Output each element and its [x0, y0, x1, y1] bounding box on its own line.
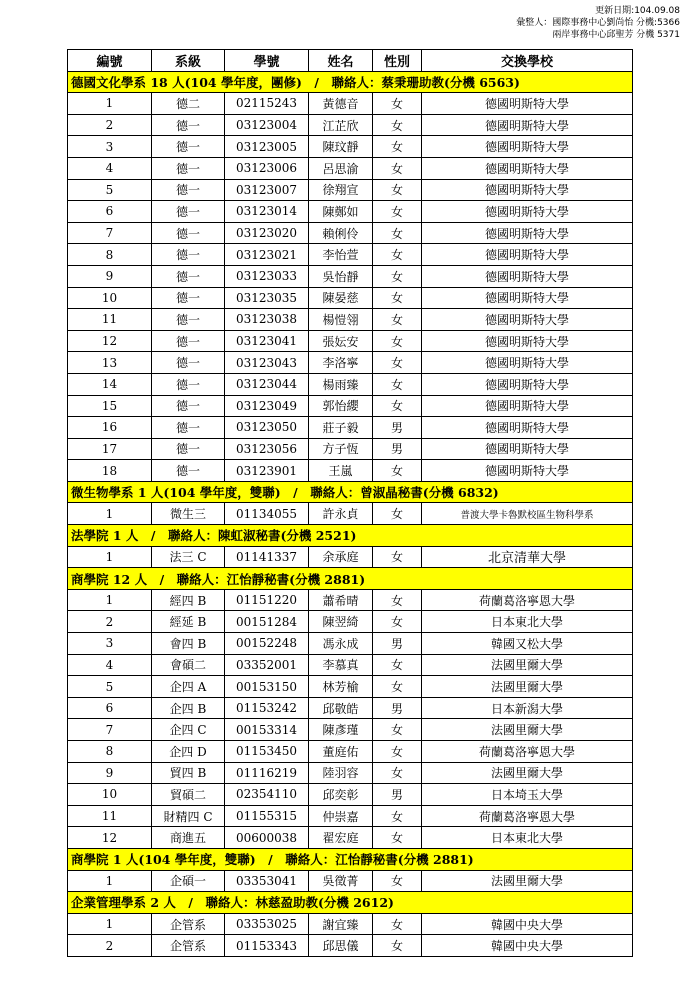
- cell-name: 董庭佑: [309, 741, 373, 763]
- table-row: [68, 460, 633, 482]
- cell-student-id: 03123901: [225, 460, 309, 482]
- cell-gender: 男: [373, 633, 422, 655]
- cell-dept: 德一: [152, 373, 225, 395]
- cell-school: 荷蘭葛洛寧恩大學: [422, 741, 633, 763]
- cell-number: 9: [68, 762, 152, 784]
- cell-student-id: 01153242: [225, 697, 309, 719]
- table-row: [68, 784, 633, 806]
- cell-dept: 德一: [152, 287, 225, 309]
- cell-dept: 經延 B: [152, 611, 225, 633]
- cell-name: 蕭希晴: [309, 589, 373, 611]
- cell-gender: 女: [373, 460, 422, 482]
- column-header-gender: 性別: [373, 50, 422, 72]
- table-row: [68, 136, 633, 158]
- cell-school: 荷蘭葛洛寧恩大學: [422, 589, 633, 611]
- cell-dept: 德一: [152, 352, 225, 374]
- cell-name: 江芷欣: [309, 114, 373, 136]
- cell-gender: 女: [373, 827, 422, 849]
- cell-school: 法國里爾大學: [422, 719, 633, 741]
- table-row: [68, 589, 633, 611]
- cell-number: 8: [68, 244, 152, 266]
- cell-name: 呂思渝: [309, 157, 373, 179]
- table-row: [68, 762, 633, 784]
- cell-dept: 德一: [152, 265, 225, 287]
- cell-school: 德國明斯特大學: [422, 157, 633, 179]
- table-row: [68, 633, 633, 655]
- cell-school: 日本東北大學: [422, 611, 633, 633]
- cell-name: 林芳榆: [309, 676, 373, 698]
- cell-school: 德國明斯特大學: [422, 417, 633, 439]
- cell-name: 陳翌綺: [309, 611, 373, 633]
- cell-gender: 女: [373, 395, 422, 417]
- cell-dept: 德一: [152, 417, 225, 439]
- cell-gender: 女: [373, 244, 422, 266]
- section-header-row: [68, 892, 633, 914]
- section-title: 商學院 12 人 / 聯絡人：江怡靜秘書(分機 2881): [68, 568, 633, 590]
- table-row: [68, 870, 633, 892]
- cell-name: 李洛寧: [309, 352, 373, 374]
- cell-number: 1: [68, 913, 152, 935]
- cell-student-id: 01153343: [225, 935, 309, 957]
- section-header-row: [68, 71, 633, 93]
- cell-student-id: 03353025: [225, 913, 309, 935]
- cell-name: 吳徵菁: [309, 870, 373, 892]
- cell-dept: 企管系: [152, 913, 225, 935]
- column-header-dept: 系級: [152, 50, 225, 72]
- table-row: [68, 805, 633, 827]
- cell-student-id: 03123021: [225, 244, 309, 266]
- cell-number: 6: [68, 201, 152, 223]
- table-row: [68, 503, 633, 525]
- cell-dept: 法三 C: [152, 546, 225, 568]
- cell-dept: 企四 B: [152, 697, 225, 719]
- cell-name: 許永貞: [309, 503, 373, 525]
- cell-dept: 德一: [152, 460, 225, 482]
- cell-number: 7: [68, 719, 152, 741]
- cell-number: 1: [68, 589, 152, 611]
- cell-name: 謝宜臻: [309, 913, 373, 935]
- cell-school: 德國明斯特大學: [422, 179, 633, 201]
- column-header-name: 姓名: [309, 50, 373, 72]
- cell-student-id: 03123044: [225, 373, 309, 395]
- cell-number: 7: [68, 222, 152, 244]
- cell-student-id: 00152248: [225, 633, 309, 655]
- cell-school: 德國明斯特大學: [422, 309, 633, 331]
- cell-dept: 德二: [152, 93, 225, 115]
- cell-school: 德國明斯特大學: [422, 114, 633, 136]
- cell-school: 德國明斯特大學: [422, 93, 633, 115]
- cell-dept: 微生三: [152, 503, 225, 525]
- cell-dept: 經四 B: [152, 589, 225, 611]
- table-row: [68, 265, 633, 287]
- cell-dept: 貿碩二: [152, 784, 225, 806]
- cell-name: 吳怡靜: [309, 265, 373, 287]
- table-row: [68, 654, 633, 676]
- cell-gender: 女: [373, 546, 422, 568]
- cell-dept: 德一: [152, 179, 225, 201]
- column-header-school: 交換學校: [422, 50, 633, 72]
- cell-number: 12: [68, 827, 152, 849]
- cell-dept: 德一: [152, 157, 225, 179]
- table-row: [68, 935, 633, 957]
- cell-school: 德國明斯特大學: [422, 287, 633, 309]
- cell-number: 10: [68, 784, 152, 806]
- table-body: [68, 71, 633, 956]
- cell-dept: 企四 D: [152, 741, 225, 763]
- cell-number: 11: [68, 805, 152, 827]
- cell-school: 法國里爾大學: [422, 676, 633, 698]
- cell-school: 德國明斯特大學: [422, 395, 633, 417]
- cell-school: 韓國中央大學: [422, 935, 633, 957]
- table-row: [68, 222, 633, 244]
- cell-student-id: 03123050: [225, 417, 309, 439]
- cell-name: 賴俐伶: [309, 222, 373, 244]
- cell-school: 日本埼玉大學: [422, 784, 633, 806]
- cell-student-id: 03123041: [225, 330, 309, 352]
- cell-number: 12: [68, 330, 152, 352]
- cell-name: 余承庭: [309, 546, 373, 568]
- cell-number: 2: [68, 611, 152, 633]
- cell-number: 3: [68, 136, 152, 158]
- compiler-line-2: 兩岸事務中心邱聖芳 分機 5371: [552, 30, 680, 40]
- cell-number: 17: [68, 438, 152, 460]
- section-header-row: [68, 525, 633, 547]
- page-header: [516, 5, 680, 41]
- cell-student-id: 01155315: [225, 805, 309, 827]
- cell-student-id: 03123049: [225, 395, 309, 417]
- cell-dept: 商進五: [152, 827, 225, 849]
- cell-name: 翟宏庭: [309, 827, 373, 849]
- table-row: [68, 287, 633, 309]
- exchange-student-table: [67, 49, 633, 957]
- cell-school: 德國明斯特大學: [422, 352, 633, 374]
- cell-number: 1: [68, 870, 152, 892]
- cell-gender: 女: [373, 157, 422, 179]
- cell-number: 11: [68, 309, 152, 331]
- cell-gender: 女: [373, 719, 422, 741]
- cell-number: 4: [68, 157, 152, 179]
- cell-school: 德國明斯特大學: [422, 244, 633, 266]
- cell-name: 徐翔宣: [309, 179, 373, 201]
- cell-number: 1: [68, 503, 152, 525]
- cell-gender: 女: [373, 352, 422, 374]
- cell-student-id: 00153150: [225, 676, 309, 698]
- cell-gender: 女: [373, 935, 422, 957]
- table-row: [68, 179, 633, 201]
- cell-name: 張妘安: [309, 330, 373, 352]
- update-date: 更新日期:104.09.08: [595, 6, 680, 16]
- table-row: [68, 741, 633, 763]
- cell-student-id: 03352001: [225, 654, 309, 676]
- cell-name: 方子恆: [309, 438, 373, 460]
- cell-number: 8: [68, 741, 152, 763]
- cell-name: 邱思儀: [309, 935, 373, 957]
- cell-school: 德國明斯特大學: [422, 330, 633, 352]
- cell-name: 邱敬皓: [309, 697, 373, 719]
- cell-gender: 男: [373, 697, 422, 719]
- cell-gender: 男: [373, 417, 422, 439]
- table-row: [68, 676, 633, 698]
- cell-gender: 女: [373, 373, 422, 395]
- cell-gender: 女: [373, 222, 422, 244]
- cell-gender: 女: [373, 589, 422, 611]
- table-row: [68, 417, 633, 439]
- cell-gender: 女: [373, 503, 422, 525]
- cell-school: 法國里爾大學: [422, 654, 633, 676]
- cell-name: 仲崇嘉: [309, 805, 373, 827]
- cell-student-id: 01141337: [225, 546, 309, 568]
- cell-number: 18: [68, 460, 152, 482]
- cell-student-id: 03123005: [225, 136, 309, 158]
- table-row: [68, 157, 633, 179]
- cell-dept: 企碩一: [152, 870, 225, 892]
- cell-name: 陸羽容: [309, 762, 373, 784]
- cell-gender: 男: [373, 438, 422, 460]
- cell-gender: 女: [373, 611, 422, 633]
- cell-number: 2: [68, 114, 152, 136]
- header-row: [68, 50, 633, 72]
- cell-gender: 女: [373, 265, 422, 287]
- table-row: [68, 330, 633, 352]
- cell-dept: 企管系: [152, 935, 225, 957]
- table-row: [68, 719, 633, 741]
- cell-name: 李怡萱: [309, 244, 373, 266]
- cell-gender: 女: [373, 201, 422, 223]
- table-row: [68, 201, 633, 223]
- cell-number: 13: [68, 352, 152, 374]
- cell-student-id: 03353041: [225, 870, 309, 892]
- cell-dept: 德一: [152, 114, 225, 136]
- cell-school: 德國明斯特大學: [422, 222, 633, 244]
- cell-gender: 女: [373, 676, 422, 698]
- table-row: [68, 913, 633, 935]
- cell-school: 德國明斯特大學: [422, 136, 633, 158]
- cell-dept: 會四 B: [152, 633, 225, 655]
- cell-student-id: 03123014: [225, 201, 309, 223]
- table-row: [68, 244, 633, 266]
- cell-student-id: 01134055: [225, 503, 309, 525]
- cell-dept: 德一: [152, 136, 225, 158]
- cell-name: 陳彥瑾: [309, 719, 373, 741]
- cell-dept: 德一: [152, 201, 225, 223]
- cell-student-id: 00151284: [225, 611, 309, 633]
- cell-gender: 女: [373, 309, 422, 331]
- cell-number: 14: [68, 373, 152, 395]
- cell-student-id: 02354110: [225, 784, 309, 806]
- section-header-row: [68, 848, 633, 870]
- column-header-student-id: 學號: [225, 50, 309, 72]
- section-title: 微生物學系 1 人(104 學年度，雙聯) / 聯絡人：曾淑晶秘書(分機 6832): [68, 481, 633, 503]
- cell-number: 5: [68, 179, 152, 201]
- cell-name: 楊愷翎: [309, 309, 373, 331]
- cell-student-id: 02115243: [225, 93, 309, 115]
- cell-gender: 女: [373, 870, 422, 892]
- table-row: [68, 697, 633, 719]
- cell-number: 9: [68, 265, 152, 287]
- cell-student-id: 03123035: [225, 287, 309, 309]
- cell-dept: 企四 A: [152, 676, 225, 698]
- table-row: [68, 611, 633, 633]
- cell-school: 法國里爾大學: [422, 762, 633, 784]
- cell-student-id: 01116219: [225, 762, 309, 784]
- cell-name: 莊子毅: [309, 417, 373, 439]
- section-header-row: [68, 481, 633, 503]
- cell-gender: 女: [373, 330, 422, 352]
- cell-dept: 企四 C: [152, 719, 225, 741]
- cell-number: 5: [68, 676, 152, 698]
- section-title: 商學院 1 人(104 學年度，雙聯) / 聯絡人：江怡靜秘書(分機 2881): [68, 848, 633, 870]
- cell-school: 韓國中央大學: [422, 913, 633, 935]
- compiler-line-1: 彙整人：國際事務中心劉尚怡 分機:5366: [516, 18, 680, 28]
- cell-school: 日本東北大學: [422, 827, 633, 849]
- section-header-row: [68, 568, 633, 590]
- cell-school: 日本新潟大學: [422, 697, 633, 719]
- cell-gender: 女: [373, 114, 422, 136]
- cell-dept: 會碩二: [152, 654, 225, 676]
- cell-gender: 女: [373, 913, 422, 935]
- cell-dept: 德一: [152, 438, 225, 460]
- cell-student-id: 03123020: [225, 222, 309, 244]
- cell-student-id: 03123043: [225, 352, 309, 374]
- cell-name: 黃德音: [309, 93, 373, 115]
- cell-school: 德國明斯特大學: [422, 373, 633, 395]
- cell-dept: 德一: [152, 244, 225, 266]
- cell-gender: 女: [373, 93, 422, 115]
- cell-gender: 女: [373, 741, 422, 763]
- cell-student-id: 00153314: [225, 719, 309, 741]
- cell-dept: 德一: [152, 309, 225, 331]
- cell-gender: 女: [373, 136, 422, 158]
- cell-dept: 德一: [152, 222, 225, 244]
- cell-number: 16: [68, 417, 152, 439]
- cell-name: 楊雨臻: [309, 373, 373, 395]
- cell-gender: 女: [373, 762, 422, 784]
- cell-name: 陳鄭如: [309, 201, 373, 223]
- cell-student-id: 03123033: [225, 265, 309, 287]
- cell-number: 6: [68, 697, 152, 719]
- column-header-number: 編號: [68, 50, 152, 72]
- cell-student-id: 03123056: [225, 438, 309, 460]
- cell-name: 李慕真: [309, 654, 373, 676]
- section-title: 德國文化學系 18 人(104 學年度，團修) / 聯絡人：蔡秉珊助教(分機 6563): [68, 71, 633, 93]
- cell-name: 郭怡纓: [309, 395, 373, 417]
- cell-student-id: 03123004: [225, 114, 309, 136]
- section-title: 企業管理學系 2 人 / 聯絡人：林慈盈助教(分機 2612): [68, 892, 633, 914]
- cell-number: 2: [68, 935, 152, 957]
- cell-dept: 德一: [152, 330, 225, 352]
- table-row: [68, 827, 633, 849]
- cell-gender: 女: [373, 654, 422, 676]
- table-row: [68, 438, 633, 460]
- cell-school: 德國明斯特大學: [422, 438, 633, 460]
- table-row: [68, 395, 633, 417]
- cell-dept: 德一: [152, 395, 225, 417]
- table-row: [68, 352, 633, 374]
- cell-student-id: 01153450: [225, 741, 309, 763]
- cell-name: 陳玟靜: [309, 136, 373, 158]
- cell-gender: 女: [373, 179, 422, 201]
- cell-name: 陳晏慈: [309, 287, 373, 309]
- cell-number: 3: [68, 633, 152, 655]
- cell-student-id: 03123007: [225, 179, 309, 201]
- cell-number: 10: [68, 287, 152, 309]
- cell-school: 德國明斯特大學: [422, 201, 633, 223]
- cell-name: 馮永成: [309, 633, 373, 655]
- cell-name: 邱奕彰: [309, 784, 373, 806]
- cell-student-id: 03123006: [225, 157, 309, 179]
- section-title: 法學院 1 人 / 聯絡人：陳虹淑秘書(分機 2521): [68, 525, 633, 547]
- table-row: [68, 93, 633, 115]
- cell-school: 北京清華大學: [422, 546, 633, 568]
- cell-number: 15: [68, 395, 152, 417]
- cell-number: 1: [68, 93, 152, 115]
- cell-school: 德國明斯特大學: [422, 460, 633, 482]
- table-row: [68, 114, 633, 136]
- cell-number: 1: [68, 546, 152, 568]
- table-row: [68, 546, 633, 568]
- cell-school: 德國明斯特大學: [422, 265, 633, 287]
- cell-dept: 財精四 C: [152, 805, 225, 827]
- cell-student-id: 03123038: [225, 309, 309, 331]
- cell-school: 普渡大學卡魯默校區生物科學系: [422, 503, 633, 525]
- cell-number: 4: [68, 654, 152, 676]
- cell-school: 荷蘭葛洛寧恩大學: [422, 805, 633, 827]
- table-row: [68, 309, 633, 331]
- cell-student-id: 00600038: [225, 827, 309, 849]
- cell-student-id: 01151220: [225, 589, 309, 611]
- table-row: [68, 373, 633, 395]
- cell-gender: 女: [373, 805, 422, 827]
- cell-name: 王嵐: [309, 460, 373, 482]
- cell-school: 法國里爾大學: [422, 870, 633, 892]
- cell-dept: 貿四 B: [152, 762, 225, 784]
- cell-gender: 女: [373, 287, 422, 309]
- cell-school: 韓國又松大學: [422, 633, 633, 655]
- cell-gender: 男: [373, 784, 422, 806]
